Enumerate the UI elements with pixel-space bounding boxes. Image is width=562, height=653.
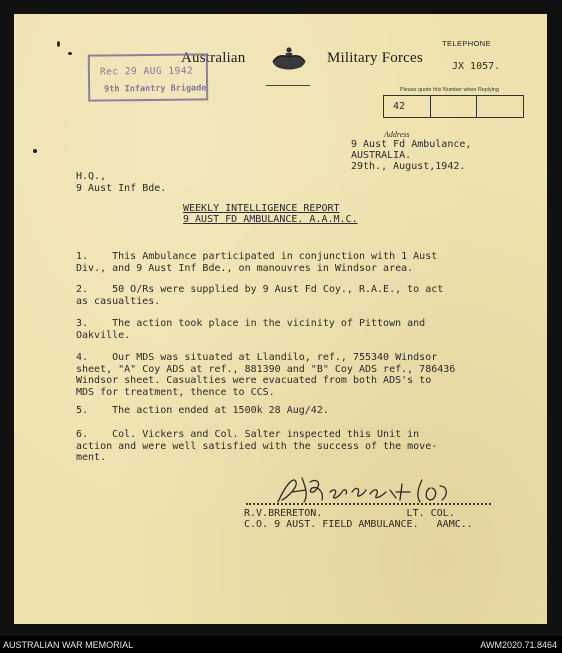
paragraph-2: 2. 50 O/Rs were supplied by 9 Aust Fd Coy., R.A.E., to act as casualties. (76, 284, 444, 307)
reference-box-empty (477, 96, 523, 117)
ink-mark (57, 41, 60, 47)
signatory-title: C.O. 9 AUST. FIELD AMBULANCE. AAMC.. (244, 519, 473, 530)
reference-number-boxes (383, 95, 524, 118)
telephone-label: TELEPHONE (442, 39, 492, 48)
letterhead-military-forces: Military Forces (327, 50, 423, 66)
letterhead-australian: Australian (181, 50, 246, 66)
stamp-unit: 9th Infantry Brigade (104, 83, 207, 95)
reference-box-empty (431, 96, 478, 117)
ink-mark (33, 149, 37, 153)
ink-mark (68, 52, 72, 55)
letterhead-rule (266, 85, 310, 86)
paragraph-5: 5. The action ended at 1500k 28 Aug/42. (76, 405, 329, 416)
report-title-line2: 9 AUST FD AMBULANCE. A.A.M.C. (183, 214, 358, 225)
archive-footer (0, 636, 562, 653)
coat-of-arms-icon (268, 44, 310, 74)
signature-dotted-line (246, 503, 491, 505)
paragraph-3: 3. The action took place in the vicinity of Pittown and Oakville. (76, 318, 426, 341)
reference-number: 42 (384, 96, 431, 117)
footer-accession-number: AWM2020.71.8464 (480, 640, 557, 650)
quote-number-note: Please quote this Number when Replying (400, 87, 499, 93)
paragraph-4: 4. Our MDS was situated at Llandilo, ref., 755340 Windsor sheet, "A" Coy ADS at ref., 881390 and "B" Coy ADS ref., 786436 Windsor sheet. Casualties were evacuated from both ADS's to MDS for treatment, thence to CCS. (76, 352, 456, 398)
paragraph-1: 1. This Ambulance participated in conjunction with 1 Aust Div., and 9 Aust Inf Bde., on manouvres in Windsor area. (76, 251, 438, 274)
report-title-line1: WEEKLY INTELLIGENCE REPORT (183, 203, 340, 214)
paragraph-6: 6. Col. Vickers and Col. Salter inspected this Unit in action and were well satisfied with the success of the move- ment. (76, 429, 438, 463)
signatory-name: R.V.BRERETON. LT. COL. (244, 508, 455, 519)
recipient: H.Q., 9 Aust Inf Bde. (76, 171, 167, 194)
sender-address: 9 Aust Fd Ambulance, AUSTRALIA. 29th., August,1942. (351, 139, 472, 172)
report-title (183, 203, 358, 225)
stamp-date: Rec 29 AUG 1942 (99, 65, 194, 78)
telephone-number: JX 1057. (452, 61, 501, 72)
footer-institution: AUSTRALIAN WAR MEMORIAL (3, 640, 134, 650)
received-stamp (88, 53, 208, 101)
address-label: Address (384, 130, 410, 139)
